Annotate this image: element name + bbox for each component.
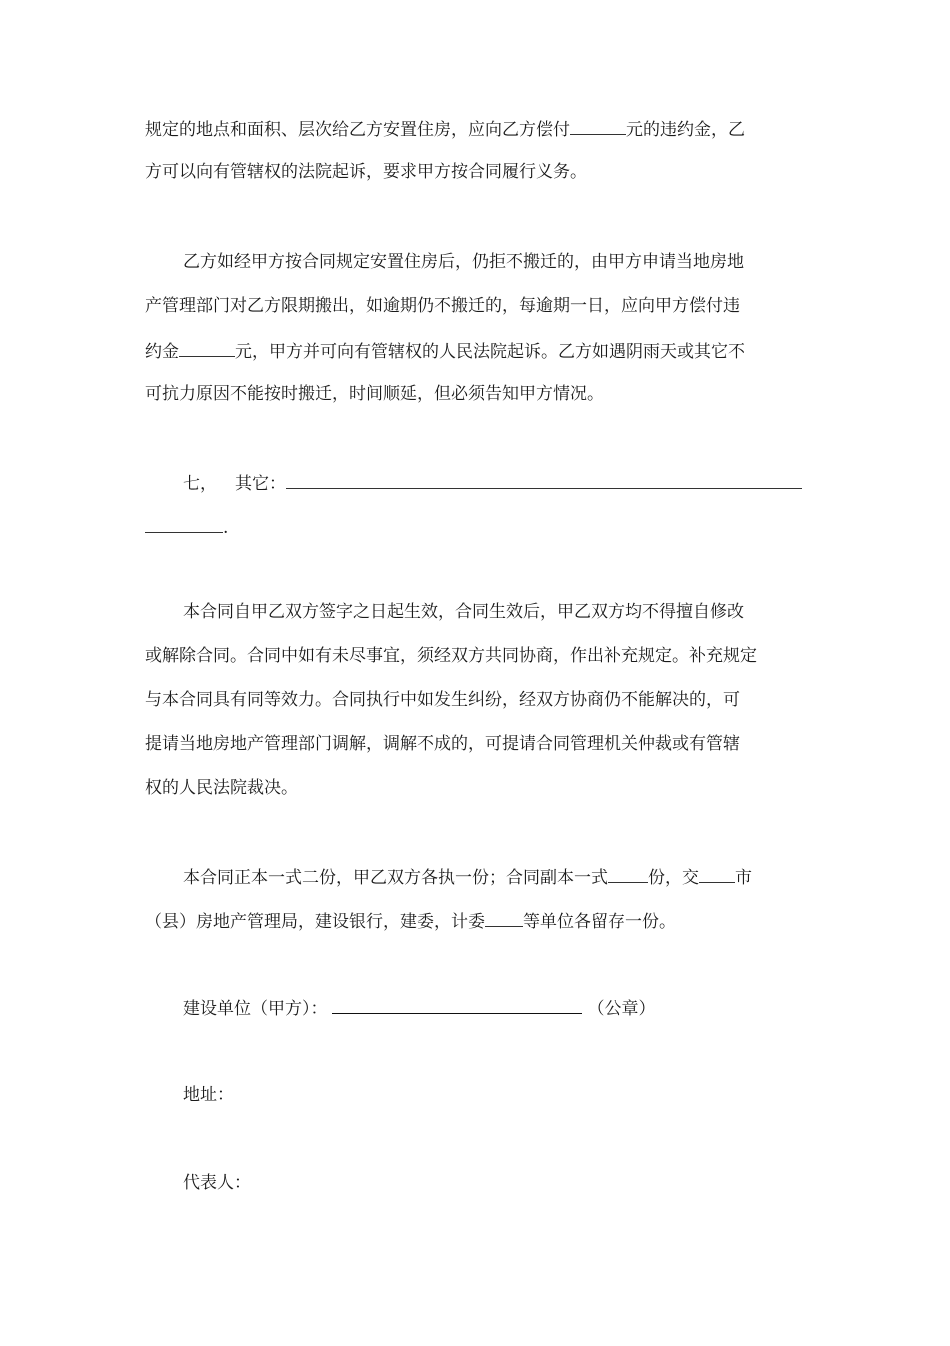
para1-line1 <box>145 118 745 140</box>
para4-line1-part2: 份，交 <box>648 868 699 888</box>
construction-unit-line <box>183 997 656 1019</box>
section7-end: . <box>223 518 229 538</box>
other-terms-blank[interactable] <box>286 472 802 489</box>
other-terms-blank-2[interactable] <box>145 516 223 533</box>
para3-line1: 本合同自甲乙双方签字之日起生效，合同生效后，甲乙双方均不得擅自修改 <box>183 602 744 622</box>
para2-line4: 可抗力原因不能按时搬迁，时间顺延，但必须告知甲方情况。 <box>145 384 604 404</box>
penalty-blank[interactable] <box>179 340 235 357</box>
section7-heading <box>183 472 802 494</box>
planning-blank[interactable] <box>485 910 523 927</box>
para2-line3 <box>145 340 745 362</box>
amount-blank[interactable] <box>570 118 626 135</box>
para4-line2 <box>145 910 676 932</box>
para1-line1-after: 元的违约金，乙 <box>626 120 745 140</box>
representative-label: 代表人： <box>183 1173 251 1193</box>
official-seal-label: （公章） <box>587 999 656 1019</box>
para2-line3-before: 约金 <box>145 342 179 362</box>
construction-unit-blank[interactable] <box>332 997 582 1014</box>
para3-line2: 或解除合同。合同中如有未尽事宜，须经双方共同协商，作出补充规定。补充规定 <box>145 646 757 666</box>
para3-line3: 与本合同具有同等效力。合同执行中如发生纠纷，经双方协商仍不能解决的，可 <box>145 690 740 710</box>
para2-line2: 产管理部门对乙方限期搬出，如逾期仍不搬迁的，每逾期一日，应向甲方偿付违 <box>145 296 740 316</box>
para4-line1-part3: 市 <box>735 868 752 888</box>
section7-label: 其它： <box>235 474 286 494</box>
para4-line1-part1: 本合同正本一式二份，甲乙双方各执一份；合同副本一式 <box>183 868 608 888</box>
address-label: 地址： <box>183 1085 234 1105</box>
para4-line2-part1: （县）房地产管理局，建设银行，建委，计委 <box>145 912 485 932</box>
city-blank[interactable] <box>699 866 735 883</box>
para4-line1 <box>183 866 752 888</box>
para1-line2: 方可以向有管辖权的法院起诉，要求甲方按合同履行义务。 <box>145 162 587 182</box>
para2-line3-after: 元，甲方并可向有管辖权的人民法院起诉。乙方如遇阴雨天或其它不 <box>235 342 745 362</box>
copies-blank[interactable] <box>608 866 648 883</box>
para4-line2-part2: 等单位各留存一份。 <box>523 912 676 932</box>
para3-line5: 权的人民法院裁决。 <box>145 778 298 798</box>
construction-unit-label: 建设单位（甲方）： <box>183 999 328 1019</box>
para3-line4: 提请当地房地产管理部门调解，调解不成的，可提请合同管理机关仲裁或有管辖 <box>145 734 740 754</box>
section7-number: 七， <box>183 474 217 494</box>
section7-continuation <box>145 516 228 538</box>
para2-line1: 乙方如经甲方按合同规定安置住房后，仍拒不搬迁的，由甲方申请当地房地 <box>183 252 744 272</box>
para1-line1-before: 规定的地点和面积、层次给乙方安置住房，应向乙方偿付 <box>145 120 570 140</box>
